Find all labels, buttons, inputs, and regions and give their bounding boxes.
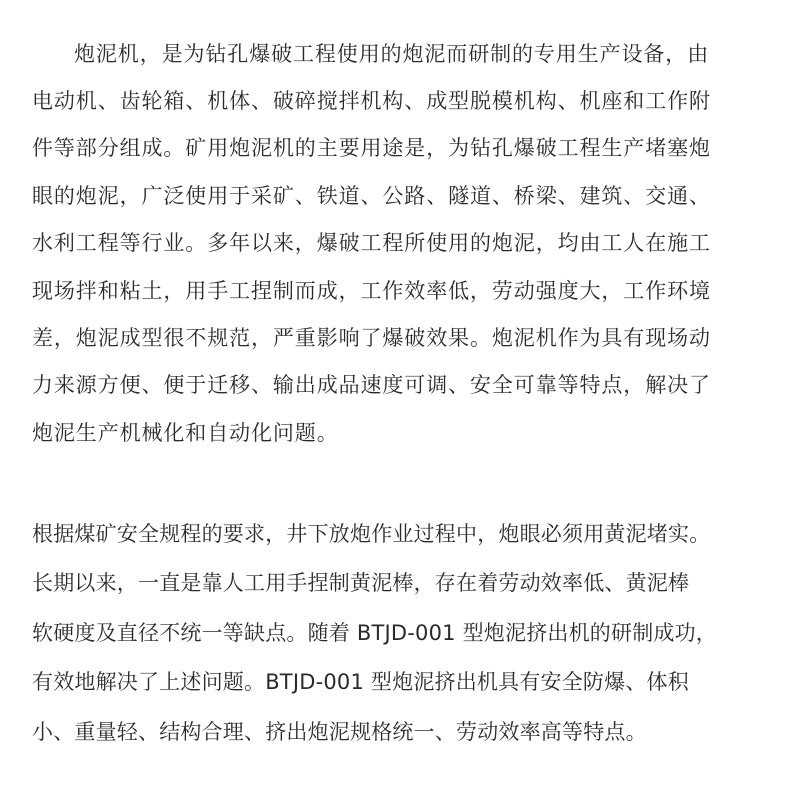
paragraph-2-line: 有效地解决了上述问题。BTJD-001 型炮泥挤出机具有安全防爆、体积	[32, 670, 689, 694]
paragraph-2-line: 软硬度及直径不统一等缺点。随着 BTJD-001 型炮泥挤出机的研制成功，	[32, 621, 718, 645]
paragraph-1-line: 眼的炮泥，广泛使用于采矿、铁道、公路、隧道、桥梁、建筑、交通、	[32, 184, 711, 208]
paragraph-1-line: 炮泥生产机械化和自动化问题。	[32, 421, 339, 445]
paragraph-1-line: 炮泥机，是为钻孔爆破工程使用的炮泥而研制的专用生产设备，由	[74, 42, 710, 66]
paragraph-1-line: 件等部分组成。矿用炮泥机的主要用途是，为钻孔爆破工程生产堵塞炮	[32, 136, 711, 160]
paragraph-2-line: 根据煤矿安全规程的要求，井下放炮作业过程中，炮眼必须用黄泥堵实。	[32, 522, 711, 546]
paragraph-2-line: 长期以来，一直是靠人工用手捏制黄泥棒，存在着劳动效率低、黄泥棒	[32, 571, 690, 595]
paragraph-1-line: 水利工程等行业。多年以来，爆破工程所使用的炮泥，均由工人在施工	[32, 231, 711, 255]
paragraph-2-line: 小、重量轻、结构合理、挤出炮泥规格统一、劳动效率高等特点。	[32, 720, 647, 744]
paragraph-1-line: 电动机、齿轮箱、机体、破碎搅拌机构、成型脱模机构、机座和工作附	[32, 89, 711, 113]
paragraph-1-line: 现场拌和粘土，用手工捏制而成，工作效率低，劳动强度大，工作环境	[32, 279, 711, 303]
paragraph-1-line: 力来源方便、便于迁移、输出成品速度可调、安全可靠等特点，解决了	[32, 373, 711, 397]
paragraph-1-line: 差，炮泥成型很不规范，严重影响了爆破效果。炮泥机作为具有现场动	[32, 326, 711, 350]
